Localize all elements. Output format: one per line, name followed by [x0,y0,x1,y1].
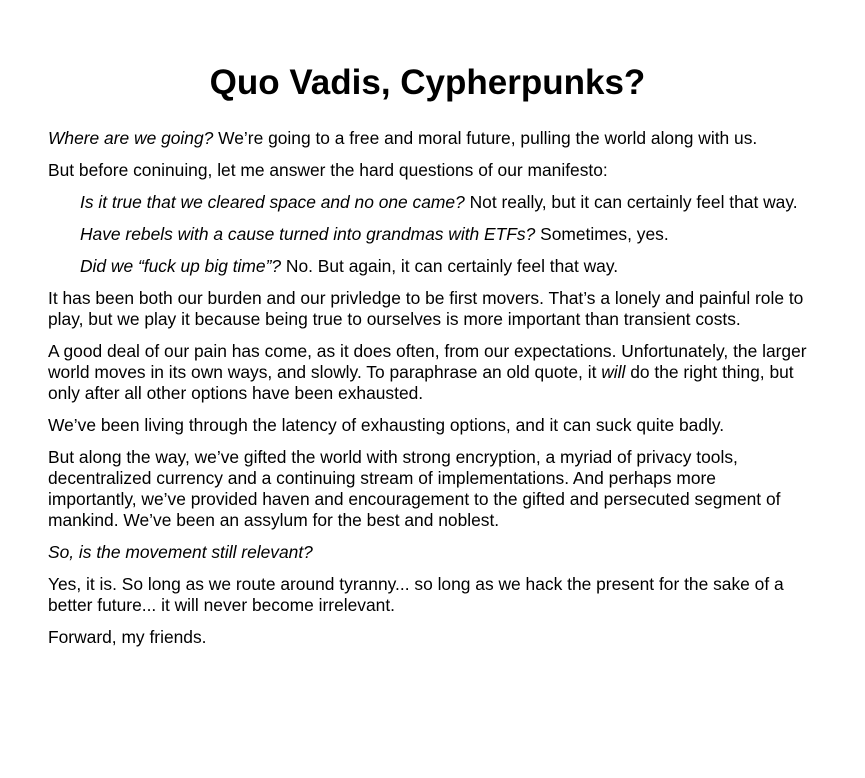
italic-question: Is it true that we cleared space and no one came? [80,192,465,212]
document-body [48,128,807,648]
paragraph-before-continuing: But before coninuing, let me answer the hard questions of our manifesto: [48,160,608,180]
paragraph-still-relevant [48,542,807,563]
italic-question: Have rebels with a cause turned into grandmas with ETFs? [80,224,536,244]
question-cleared-space [80,192,807,213]
italic-question: So, is the movement still relevant? [48,542,313,562]
question-rebels-etfs [80,224,807,245]
paragraph-first-movers: It has been both our burden and our privledge to be first movers. That’s a lonely and painful role to play, but we play it because being true to ourselves is more important than transient costs. [48,288,804,329]
paragraph-forward: Forward, my friends. [48,627,207,647]
paragraph-yes-it-is: Yes, it is. So long as we route around tyranny... so long as we hack the present for the sake of a better future... it will never become irrelevant. [48,574,784,615]
italic-question: Did we “fuck up big time”? [80,256,282,276]
answer-text: Not really, but it can certainly feel that way. [464,192,798,212]
paragraph-gifted-world: But along the way, we’ve gifted the world with strong encryption, a myriad of privacy tools, decentralized currency and a continuing stream of implementations. And perhaps more importantly, we’ve provided haven and encouragement to the gifted and persecuted segment of mankind. We’ve been an assylum for the best and noblest. [48,447,781,530]
paragraph-expectations [48,341,807,404]
paragraph-text: A good deal of our pain has come, as it does often, from our expectations. Unfortunately, the larger world moves in its own ways, and slowly. To paraphrase an old quote, it [48,341,807,382]
question-big-time [80,256,807,277]
italic-question: Where are we going? [48,128,214,148]
paragraph-where-are-we-going [48,128,807,149]
paragraph-text: do the right thing, but only after all other options have been exhausted. [48,362,794,403]
answer-text: Sometimes, yes. [535,224,669,244]
paragraph-latency: We’ve been living through the latency of exhausting options, and it can suck quite badly. [48,415,725,435]
paragraph-text: We’re going to a free and moral future, pulling the world along with us. [213,128,758,148]
italic-word: will [601,362,626,382]
document-title: Quo Vadis, Cypherpunks? [209,63,646,102]
answer-text: No. But again, it can certainly feel that way. [281,256,619,276]
